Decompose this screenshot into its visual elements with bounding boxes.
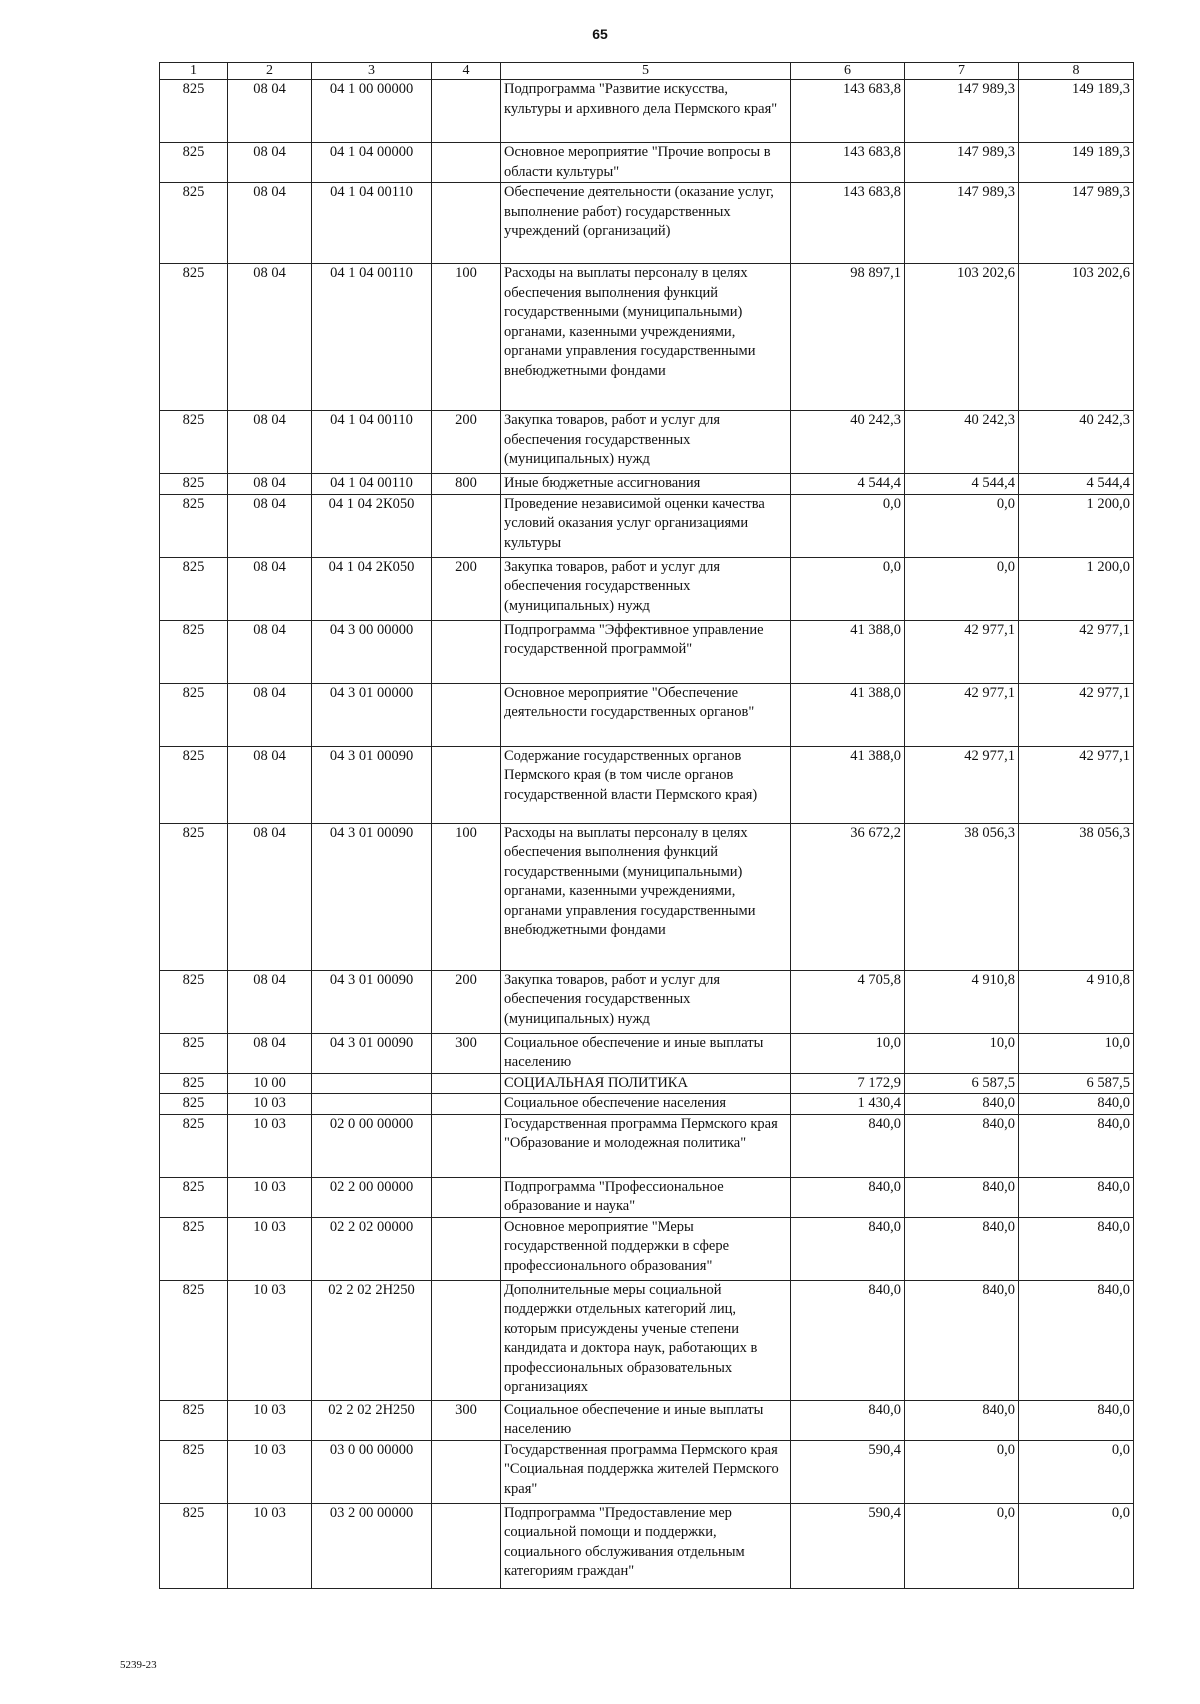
- expense-type-code: [432, 183, 501, 264]
- table-row: [160, 1400, 1134, 1440]
- amount-2024: 10,0: [905, 1033, 1019, 1073]
- table-row: [160, 264, 1134, 411]
- expense-type-code: 100: [432, 264, 501, 411]
- table-row: [160, 1073, 1134, 1094]
- table-row: [160, 1217, 1134, 1280]
- expense-description: Подпрограмма "Эффективное управление государственной программой": [501, 620, 791, 683]
- amount-2023: 143 683,8: [791, 143, 905, 183]
- expense-type-code: 300: [432, 1033, 501, 1073]
- admin-code: 825: [160, 557, 228, 620]
- amount-2023: 40 242,3: [791, 411, 905, 474]
- admin-code: 825: [160, 1400, 228, 1440]
- amount-2025: 42 977,1: [1019, 746, 1134, 823]
- admin-code: 825: [160, 1503, 228, 1588]
- amount-2023: 840,0: [791, 1400, 905, 1440]
- section-code: 08 04: [228, 80, 312, 143]
- amount-2023: 0,0: [791, 494, 905, 557]
- admin-code: 825: [160, 1217, 228, 1280]
- target-article-code: 04 1 04 00110: [312, 474, 432, 495]
- section-code: 10 00: [228, 1073, 312, 1094]
- table-row: [160, 1094, 1134, 1115]
- amount-2025: 4 544,4: [1019, 474, 1134, 495]
- admin-code: 825: [160, 264, 228, 411]
- amount-2025: 840,0: [1019, 1217, 1134, 1280]
- expense-description: Закупка товаров, работ и услуг для обеспечения государственных (муниципальных) нужд: [501, 411, 791, 474]
- section-code: 10 03: [228, 1440, 312, 1503]
- section-code: 10 03: [228, 1114, 312, 1177]
- table-row: [160, 1177, 1134, 1217]
- expense-type-code: 300: [432, 1400, 501, 1440]
- column-header: 6: [791, 63, 905, 80]
- column-header: 7: [905, 63, 1019, 80]
- expense-type-code: [432, 1503, 501, 1588]
- amount-2024: 840,0: [905, 1094, 1019, 1115]
- expense-description: Дополнительные меры социальной поддержки отдельных категорий лиц, которым присуждены ученые степени кандидата и доктора наук, работающих в профессиональных образовательных организациях: [501, 1280, 791, 1400]
- amount-2023: 7 172,9: [791, 1073, 905, 1094]
- expense-type-code: [432, 1217, 501, 1280]
- section-code: 10 03: [228, 1503, 312, 1588]
- expense-description: СОЦИАЛЬНАЯ ПОЛИТИКА: [501, 1073, 791, 1094]
- amount-2023: 4 544,4: [791, 474, 905, 495]
- section-code: 10 03: [228, 1094, 312, 1115]
- amount-2023: 41 388,0: [791, 746, 905, 823]
- section-code: 08 04: [228, 143, 312, 183]
- admin-code: 825: [160, 1033, 228, 1073]
- amount-2025: 10,0: [1019, 1033, 1134, 1073]
- expense-description: Обеспечение деятельности (оказание услуг, выполнение работ) государственных учреждений (организаций): [501, 183, 791, 264]
- amount-2025: 40 242,3: [1019, 411, 1134, 474]
- page-number: 65: [592, 26, 608, 42]
- admin-code: 825: [160, 494, 228, 557]
- amount-2023: 41 388,0: [791, 683, 905, 746]
- amount-2024: 4 910,8: [905, 970, 1019, 1033]
- target-article-code: 04 3 00 00000: [312, 620, 432, 683]
- target-article-code: 03 0 00 00000: [312, 1440, 432, 1503]
- column-header: 4: [432, 63, 501, 80]
- expense-type-code: 200: [432, 970, 501, 1033]
- amount-2025: 149 189,3: [1019, 80, 1134, 143]
- target-article-code: 04 1 04 2К050: [312, 557, 432, 620]
- amount-2023: 840,0: [791, 1280, 905, 1400]
- table-row: [160, 970, 1134, 1033]
- table-row: [160, 1503, 1134, 1588]
- admin-code: 825: [160, 970, 228, 1033]
- section-code: 08 04: [228, 183, 312, 264]
- table-row: [160, 557, 1134, 620]
- target-article-code: 04 1 04 00110: [312, 411, 432, 474]
- target-article-code: 04 1 04 2К050: [312, 494, 432, 557]
- amount-2025: 42 977,1: [1019, 620, 1134, 683]
- amount-2023: 143 683,8: [791, 183, 905, 264]
- amount-2025: 1 200,0: [1019, 494, 1134, 557]
- section-code: 10 03: [228, 1400, 312, 1440]
- amount-2024: 42 977,1: [905, 746, 1019, 823]
- target-article-code: 04 3 01 00090: [312, 1033, 432, 1073]
- amount-2025: 6 587,5: [1019, 1073, 1134, 1094]
- section-code: 08 04: [228, 557, 312, 620]
- table-body: [160, 80, 1134, 1589]
- target-article-code: 02 2 02 2Н250: [312, 1400, 432, 1440]
- expense-description: Закупка товаров, работ и услуг для обеспечения государственных (муниципальных) нужд: [501, 557, 791, 620]
- amount-2023: 840,0: [791, 1177, 905, 1217]
- amount-2025: 103 202,6: [1019, 264, 1134, 411]
- admin-code: 825: [160, 411, 228, 474]
- target-article-code: 04 1 04 00110: [312, 264, 432, 411]
- amount-2025: 840,0: [1019, 1177, 1134, 1217]
- expense-type-code: [432, 620, 501, 683]
- expense-description: Социальное обеспечение и иные выплаты населению: [501, 1400, 791, 1440]
- expense-description: Проведение независимой оценки качества условий оказания услуг организациями культуры: [501, 494, 791, 557]
- admin-code: 825: [160, 1440, 228, 1503]
- amount-2023: 98 897,1: [791, 264, 905, 411]
- expense-type-code: 100: [432, 823, 501, 970]
- budget-table: [159, 62, 1134, 1589]
- expense-description: Закупка товаров, работ и услуг для обеспечения государственных (муниципальных) нужд: [501, 970, 791, 1033]
- table-row: [160, 1440, 1134, 1503]
- target-article-code: 04 1 00 00000: [312, 80, 432, 143]
- amount-2024: 42 977,1: [905, 620, 1019, 683]
- expense-description: Государственная программа Пермского края "Образование и молодежная политика": [501, 1114, 791, 1177]
- expense-type-code: [432, 494, 501, 557]
- table-row: [160, 1280, 1134, 1400]
- admin-code: 825: [160, 620, 228, 683]
- table-row: [160, 474, 1134, 495]
- column-header: 3: [312, 63, 432, 80]
- table-row: [160, 683, 1134, 746]
- amount-2024: 147 989,3: [905, 183, 1019, 264]
- target-article-code: 04 3 01 00090: [312, 970, 432, 1033]
- amount-2025: 42 977,1: [1019, 683, 1134, 746]
- expense-type-code: [432, 1094, 501, 1115]
- amount-2023: 0,0: [791, 557, 905, 620]
- expense-type-code: [432, 1280, 501, 1400]
- amount-2025: 840,0: [1019, 1400, 1134, 1440]
- expense-type-code: [432, 1440, 501, 1503]
- amount-2024: 0,0: [905, 1440, 1019, 1503]
- amount-2024: 147 989,3: [905, 143, 1019, 183]
- amount-2024: 38 056,3: [905, 823, 1019, 970]
- amount-2024: 840,0: [905, 1114, 1019, 1177]
- column-header: 1: [160, 63, 228, 80]
- table-row: [160, 1033, 1134, 1073]
- document-code: 5239-23: [120, 1659, 157, 1671]
- amount-2023: 590,4: [791, 1440, 905, 1503]
- expense-description: Расходы на выплаты персоналу в целях обеспечения выполнения функций государственными (муниципальными) органами, казенными учреждениями, органами управления государственными внебюджетными фондами: [501, 823, 791, 970]
- admin-code: 825: [160, 474, 228, 495]
- table-row: [160, 411, 1134, 474]
- expense-type-code: [432, 80, 501, 143]
- expense-description: Государственная программа Пермского края "Социальная поддержка жителей Пермского края": [501, 1440, 791, 1503]
- expense-description: Социальное обеспечение населения: [501, 1094, 791, 1115]
- admin-code: 825: [160, 746, 228, 823]
- column-header: 8: [1019, 63, 1134, 80]
- amount-2025: 149 189,3: [1019, 143, 1134, 183]
- expense-description: Основное мероприятие "Обеспечение деятельности государственных органов": [501, 683, 791, 746]
- expense-type-code: [432, 1114, 501, 1177]
- amount-2024: 42 977,1: [905, 683, 1019, 746]
- amount-2024: 840,0: [905, 1280, 1019, 1400]
- admin-code: 825: [160, 143, 228, 183]
- admin-code: 825: [160, 80, 228, 143]
- table-row: [160, 823, 1134, 970]
- amount-2024: 4 544,4: [905, 474, 1019, 495]
- amount-2025: 840,0: [1019, 1114, 1134, 1177]
- expense-description: Основное мероприятие "Прочие вопросы в области культуры": [501, 143, 791, 183]
- amount-2025: 147 989,3: [1019, 183, 1134, 264]
- admin-code: 825: [160, 1280, 228, 1400]
- amount-2025: 38 056,3: [1019, 823, 1134, 970]
- expense-type-code: [432, 1177, 501, 1217]
- section-code: 08 04: [228, 494, 312, 557]
- target-article-code: [312, 1094, 432, 1115]
- expense-description: Иные бюджетные ассигнования: [501, 474, 791, 495]
- admin-code: 825: [160, 823, 228, 970]
- expense-description: Основное мероприятие "Меры государственной поддержки в сфере профессионального образования": [501, 1217, 791, 1280]
- amount-2024: 840,0: [905, 1217, 1019, 1280]
- target-article-code: 02 2 02 2Н250: [312, 1280, 432, 1400]
- column-header: 5: [501, 63, 791, 80]
- amount-2024: 0,0: [905, 1503, 1019, 1588]
- section-code: 08 04: [228, 474, 312, 495]
- expense-description: Подпрограмма "Развитие искусства, культуры и архивного дела Пермского края": [501, 80, 791, 143]
- table-row: [160, 494, 1134, 557]
- admin-code: 825: [160, 1114, 228, 1177]
- amount-2023: 4 705,8: [791, 970, 905, 1033]
- amount-2024: 103 202,6: [905, 264, 1019, 411]
- expense-description: Подпрограмма "Профессиональное образование и наука": [501, 1177, 791, 1217]
- amount-2024: 0,0: [905, 557, 1019, 620]
- expense-description: Социальное обеспечение и иные выплаты населению: [501, 1033, 791, 1073]
- amount-2024: 840,0: [905, 1400, 1019, 1440]
- amount-2023: 590,4: [791, 1503, 905, 1588]
- amount-2023: 36 672,2: [791, 823, 905, 970]
- admin-code: 825: [160, 1094, 228, 1115]
- target-article-code: 04 1 04 00110: [312, 183, 432, 264]
- amount-2025: 840,0: [1019, 1094, 1134, 1115]
- section-code: 10 03: [228, 1177, 312, 1217]
- expense-type-code: 200: [432, 411, 501, 474]
- expense-type-code: 800: [432, 474, 501, 495]
- expense-description: Расходы на выплаты персоналу в целях обеспечения выполнения функций государственными (муниципальными) органами, казенными учреждениями, органами управления государственными внебюджетными фондами: [501, 264, 791, 411]
- target-article-code: 04 3 01 00000: [312, 683, 432, 746]
- admin-code: 825: [160, 683, 228, 746]
- amount-2023: 41 388,0: [791, 620, 905, 683]
- target-article-code: 04 3 01 00090: [312, 746, 432, 823]
- header-row: [160, 63, 1134, 80]
- amount-2024: 40 242,3: [905, 411, 1019, 474]
- amount-2024: 0,0: [905, 494, 1019, 557]
- amount-2024: 147 989,3: [905, 80, 1019, 143]
- section-code: 08 04: [228, 620, 312, 683]
- section-code: 10 03: [228, 1217, 312, 1280]
- table-row: [160, 746, 1134, 823]
- amount-2025: 0,0: [1019, 1440, 1134, 1503]
- expense-type-code: [432, 683, 501, 746]
- table-row: [160, 143, 1134, 183]
- target-article-code: [312, 1073, 432, 1094]
- table-row: [160, 183, 1134, 264]
- amount-2024: 6 587,5: [905, 1073, 1019, 1094]
- section-code: 08 04: [228, 970, 312, 1033]
- expense-description: Подпрограмма "Предоставление мер социальной помощи и поддержки, социального обслуживания отдельным категориям граждан": [501, 1503, 791, 1588]
- expense-type-code: 200: [432, 557, 501, 620]
- section-code: 08 04: [228, 1033, 312, 1073]
- amount-2023: 143 683,8: [791, 80, 905, 143]
- section-code: 08 04: [228, 683, 312, 746]
- table-row: [160, 1114, 1134, 1177]
- amount-2023: 1 430,4: [791, 1094, 905, 1115]
- expense-type-code: [432, 746, 501, 823]
- amount-2023: 10,0: [791, 1033, 905, 1073]
- expense-type-code: [432, 143, 501, 183]
- admin-code: 825: [160, 183, 228, 264]
- expense-type-code: [432, 1073, 501, 1094]
- section-code: 10 03: [228, 1280, 312, 1400]
- section-code: 08 04: [228, 264, 312, 411]
- target-article-code: 04 1 04 00000: [312, 143, 432, 183]
- section-code: 08 04: [228, 746, 312, 823]
- amount-2025: 0,0: [1019, 1503, 1134, 1588]
- amount-2025: 4 910,8: [1019, 970, 1134, 1033]
- admin-code: 825: [160, 1073, 228, 1094]
- section-code: 08 04: [228, 411, 312, 474]
- table-row: [160, 80, 1134, 143]
- table-row: [160, 620, 1134, 683]
- amount-2024: 840,0: [905, 1177, 1019, 1217]
- target-article-code: 02 0 00 00000: [312, 1114, 432, 1177]
- amount-2025: 840,0: [1019, 1280, 1134, 1400]
- amount-2023: 840,0: [791, 1114, 905, 1177]
- amount-2023: 840,0: [791, 1217, 905, 1280]
- expense-description: Содержание государственных органов Пермского края (в том числе органов государственной власти Пермского края): [501, 746, 791, 823]
- admin-code: 825: [160, 1177, 228, 1217]
- target-article-code: 02 2 00 00000: [312, 1177, 432, 1217]
- amount-2025: 1 200,0: [1019, 557, 1134, 620]
- target-article-code: 04 3 01 00090: [312, 823, 432, 970]
- section-code: 08 04: [228, 823, 312, 970]
- target-article-code: 03 2 00 00000: [312, 1503, 432, 1588]
- column-header: 2: [228, 63, 312, 80]
- target-article-code: 02 2 02 00000: [312, 1217, 432, 1280]
